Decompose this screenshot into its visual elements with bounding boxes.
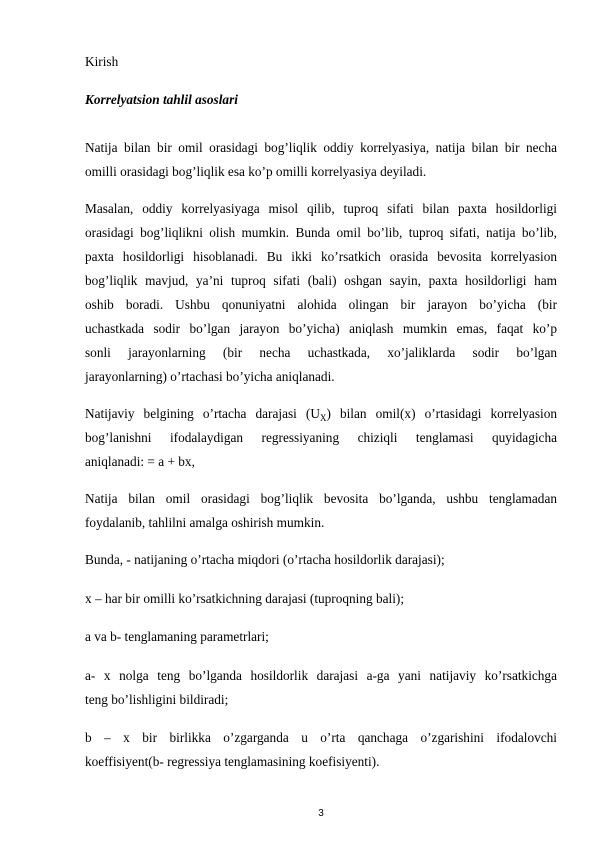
paragraph-line: koeffisiyent(b- regressiya tenglamasining koefisiyenti). — [85, 754, 380, 769]
paragraph-line: oshib boradi. Ushbu qonuniyatni alohida olingan bir jarayon bo’yicha (bir — [85, 297, 557, 312]
subscript: X — [319, 413, 327, 423]
paragraph-line: aniqlanadi: = a + bx, — [85, 454, 195, 469]
paragraph-line: paxta hosildorligi hisoblanadi. Bu ikki ko’rsatkich orasida bevosita korrelyasion — [85, 249, 557, 264]
paragraph-line: jarayonlarning) o’rtachasi bo’yicha aniqlanadi. — [85, 369, 335, 384]
paragraph-line: a va b- tenglamaning parametrlari; — [85, 629, 269, 644]
text-segment: Natijaviy belgining o’rtacha darajasi (U — [85, 406, 320, 421]
paragraph-line: foydalanib, tahlilni amalga oshirish mumkin. — [85, 515, 325, 530]
paragraph-line: b – x bir birlikka o’zgarganda u o’rta qanchaga o’zgarishini ifodalovchi — [85, 730, 557, 745]
paragraph-line: a- x nolga teng bo’lganda hosildorlik darajasi a-ga yani natijaviy ko’rsatkichga — [85, 668, 557, 683]
paragraph-line: Bunda, - natijaning o’rtacha miqdori (o’rtacha hosildorlik darajasi); — [85, 552, 445, 567]
page-number: 3 — [318, 808, 324, 819]
heading: Kirish — [85, 54, 119, 69]
subheading: Korrelyatsion tahlil asoslari — [85, 92, 238, 107]
paragraph-line: orasidagi bog’liqlikni olish mumkin. Bunda omil bo’lib, tuproq sifati, natija bo’lib, — [85, 225, 557, 240]
paragraph-line: sonli jarayonlarning (bir necha uchastkada, xo’jaliklarda sodir bo’lgan — [85, 345, 557, 360]
paragraph-line: bog’liqlik mavjud, ya’ni tuproq sifati (bali) oshgan sayin, paxta hosildorligi ham — [85, 273, 557, 288]
paragraph-line: omilli orasidagi bog’liqlik esa ko’p omilli korrelyasiya deyiladi. — [85, 164, 427, 179]
paragraph-line: Masalan, oddiy korrelyasiyaga misol qilib, tuproq sifati bilan paxta hosildorligi — [85, 201, 557, 216]
paragraph-line: teng bo’lishligini bildiradi; — [85, 692, 229, 707]
text-segment: ) bilan omil(x) o’rtasidagi korrelyasion — [326, 406, 557, 421]
paragraph-line: Natija bilan bir omil orasidagi bog’liqlik oddiy korrelyasiya, natija bilan bir necha — [85, 140, 557, 155]
paragraph-line: uchastkada sodir bo’lgan jarayon bo’yicha) aniqlash mumkin emas, faqat ko’p — [85, 321, 557, 336]
paragraph-line: bog’lanishni ifodalaydigan regressiyaning chiziqli tenglamasi quyidagicha — [85, 430, 557, 445]
paragraph-line: x – har bir omilli ko’rsatkichning darajasi (tuproqning bali); — [85, 591, 405, 606]
paragraph-line — [85, 405, 557, 422]
paragraph-line: Natija bilan omil orasidagi bog’liqlik bevosita bo’lganda, ushbu tenglamadan — [85, 491, 557, 506]
